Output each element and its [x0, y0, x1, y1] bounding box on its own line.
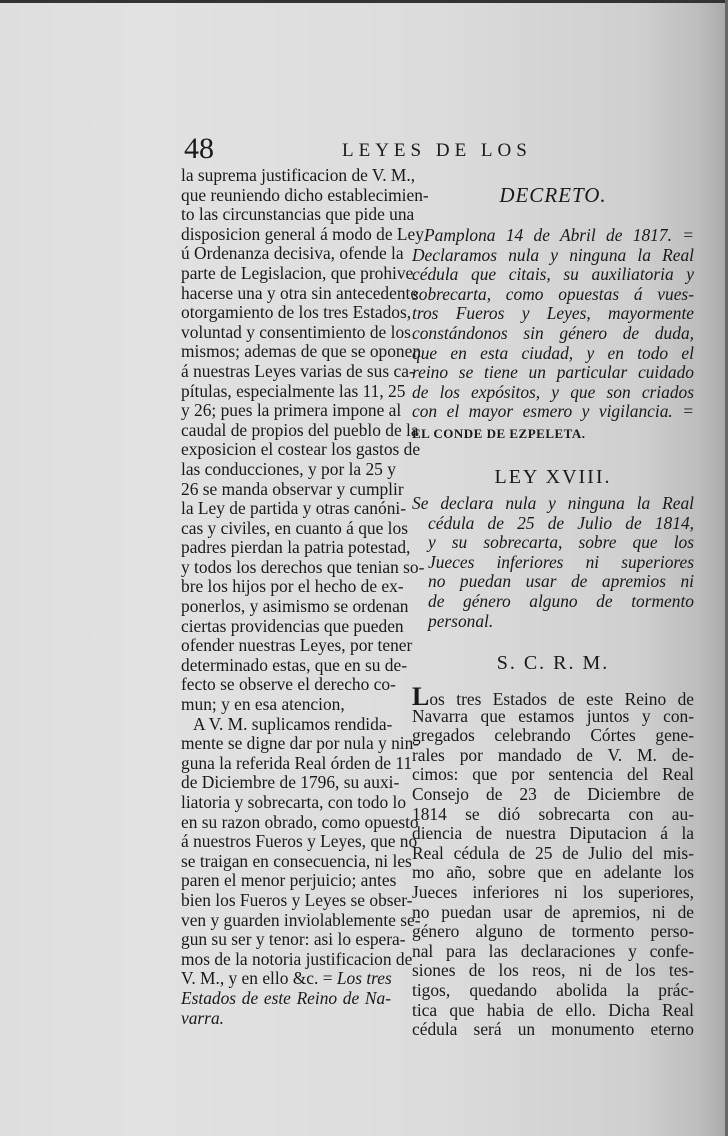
left-text-line: determinado estas, que en su de- — [181, 654, 408, 675]
running-title: LEYES DE LOS — [342, 140, 532, 161]
left-text-line: cas y civiles, en cuanto á que los — [181, 517, 408, 538]
body-line: diencia de nuestra Diputacion á la — [412, 823, 694, 844]
decreto-line: tros Fueros y Leyes, mayormente — [412, 303, 694, 324]
decreto-line: constándonos sin género de duda, — [412, 322, 694, 343]
left-text-line: en su razon obrado, como opuesto — [181, 811, 419, 832]
body-line: Jueces inferiores ni los superiores, — [412, 882, 694, 903]
body-line: tica que habia de ello. Dicha Real — [412, 999, 694, 1020]
left-text-line: caudal de propios del pueblo de la — [181, 419, 419, 440]
left-text-line: to las circunstancias que pide una — [181, 204, 415, 225]
body-line: 1814 se dió sobrecarta con au- — [412, 803, 694, 824]
closing-text: V. M., y en ello &c. = — [181, 968, 337, 989]
left-text-line: padres pierdan la patria potestad, — [181, 537, 411, 558]
left-text-line: otorgamiento de los tres Estados, — [181, 302, 412, 323]
decreto-text — [412, 226, 694, 422]
left-text-line: mos de la notoria justificacion de — [181, 948, 413, 969]
left-text-line: disposicion general á modo de Ley — [181, 223, 424, 244]
body-line: cimos: que por sentencia del Real — [412, 764, 694, 785]
left-text-line: pítulas, especialmente las 11, 25 — [181, 380, 406, 401]
left-text-line: y todos los derechos que tenian so- — [181, 556, 425, 577]
left-text-line: fecto se observe el derecho co- — [181, 674, 396, 695]
body-line-first — [412, 682, 694, 712]
left-text-line: ú Ordenanza decisiva, ofende la — [181, 243, 404, 264]
decreto-line: sobrecarta, como opuestas á vues- — [412, 283, 694, 304]
decreto-signature: EL CONDE DE EZPELETA. — [412, 425, 586, 441]
summary-line: de género alguno de tormento — [428, 590, 694, 611]
summary-line: no puedan usar de apremios ni — [428, 571, 694, 592]
left-text-line: la suprema justificacion de V. M., — [181, 165, 416, 185]
left-text-line: ponerlos, y asimismo se ordenan — [181, 596, 409, 617]
left-text-line: á nuestras Leyes varias de sus ca- — [181, 360, 415, 381]
summary-line: Jueces inferiores ni superiores — [428, 551, 694, 572]
decreto-line: reino se tiene un particular cuidado — [412, 362, 694, 383]
left-column — [181, 165, 429, 1028]
body-line: siones de los reos, ni de los tes- — [412, 960, 694, 981]
left-text-line: voluntad y consentimiento de los — [181, 321, 411, 342]
decreto-line: Pamplona 14 de Abril de 1817. = — [424, 225, 694, 245]
left-text-line: 26 se manda observar y cumplir — [181, 478, 404, 499]
left-text-line: las conducciones, y por la 25 y — [181, 458, 396, 479]
left-text-line: exposicion el costear los gastos de — [181, 439, 421, 460]
body-line: Navarra que estamos juntos y con- — [412, 705, 694, 726]
decreto-line: cédula que citais, su auxiliatoria y — [412, 264, 694, 285]
ley-heading: LEY XVIII. — [494, 465, 612, 488]
left-text-line: ciertas providencias que pueden — [181, 615, 404, 636]
body-line: mo año, sobre que en adelante los — [412, 862, 694, 883]
left-text-line: la Ley de partida y otras canóni- — [181, 498, 407, 519]
body-line: rales por mandado de V. M. de- — [412, 744, 694, 765]
drop-cap: L — [412, 682, 430, 712]
body-line: gregados celebrando Córtes gene- — [412, 725, 694, 746]
left-text-line: mente se digne dar por nula y nin- — [181, 733, 420, 754]
body-line: nal para las declaraciones y confe- — [412, 940, 694, 961]
scrm-heading: S. C. R. M. — [496, 652, 610, 675]
left-text-line: á nuestros Fueros y Leyes, que no — [181, 831, 418, 852]
summary-line: cédula de 25 de Julio de 1814, — [428, 512, 694, 533]
left-text-line: bien los Fueros y Leyes se obser- — [181, 889, 413, 910]
left-text-line: mun; y en esa atencion, — [181, 694, 345, 715]
summary-line: Se declara nula y ninguna la Real — [412, 492, 694, 513]
left-text-line: ven y guarden inviolablemente se- — [181, 909, 421, 930]
summary-line: personal. — [428, 610, 494, 631]
left-text-line: mismos; ademas de que se oponen — [181, 341, 422, 362]
left-text-line: y 26; pues la primera impone al — [181, 400, 402, 421]
body-line-text: os tres Estados de este Reino de — [429, 689, 694, 710]
left-text-line: A V. M. suplicamos rendida- — [193, 713, 393, 734]
decreto-line: que en esta ciudad, y en todo el — [412, 342, 694, 363]
decreto-line: Declaramos nula y ninguna la Real — [412, 244, 694, 265]
petition-body — [412, 682, 694, 1040]
decreto-line: con el mayor esmero y vigilancia. = — [412, 401, 694, 422]
page-number: 48 — [184, 132, 214, 165]
body-line: Real cédula de 25 de Julio del mis- — [412, 842, 694, 863]
summary-line: y su sobrecarta, sobre que los — [428, 532, 694, 553]
page-header — [184, 133, 724, 165]
left-text-line: liatoria y sobrecarta, con todo lo — [181, 792, 407, 812]
left-text-line: bre los hijos por el hecho de ex- — [181, 576, 404, 597]
left-text-line: paren el menor perjuicio; antes — [181, 870, 397, 891]
page-top-edge — [0, 0, 728, 3]
ley-summary — [412, 494, 694, 631]
closing-italic-line: varra. — [181, 1007, 224, 1028]
left-text-line: parte de Legislacion, que prohive — [181, 262, 414, 283]
body-line: tigos, quedando abolida la prác- — [412, 980, 694, 1000]
left-text-line: de Diciembre de 1796, su auxi- — [181, 772, 400, 793]
body-line: género alguno de tormento perso- — [412, 921, 694, 942]
left-text-line — [181, 969, 391, 989]
body-line: no puedan usar de apremios, ni de — [412, 901, 694, 922]
left-text-line: gun su ser y tenor: asi lo espera- — [181, 929, 406, 950]
body-line: cédula será un monumento eterno — [412, 1019, 694, 1040]
left-text-line: ofender nuestras Leyes, por tener — [181, 635, 413, 656]
right-column — [412, 183, 694, 1040]
left-text-line: guna la referida Real órden de 11 — [181, 752, 413, 773]
decreto-line: de los expósitos, y que son criados — [412, 381, 694, 402]
closing-italic-line: Estados de este Reino de Na- — [181, 987, 391, 1008]
decreto-heading: DECRETO. — [499, 183, 607, 207]
left-text-line: se traigan en consecuencia, ni les — [181, 850, 412, 871]
body-line: Consejo de 23 de Diciembre de — [412, 784, 694, 805]
left-text-line: que reuniendo dicho establecimien- — [181, 184, 429, 205]
closing-italic-text: Los tres — [336, 968, 392, 989]
left-text-line: hacerse una y otra sin antecedente — [181, 282, 419, 303]
